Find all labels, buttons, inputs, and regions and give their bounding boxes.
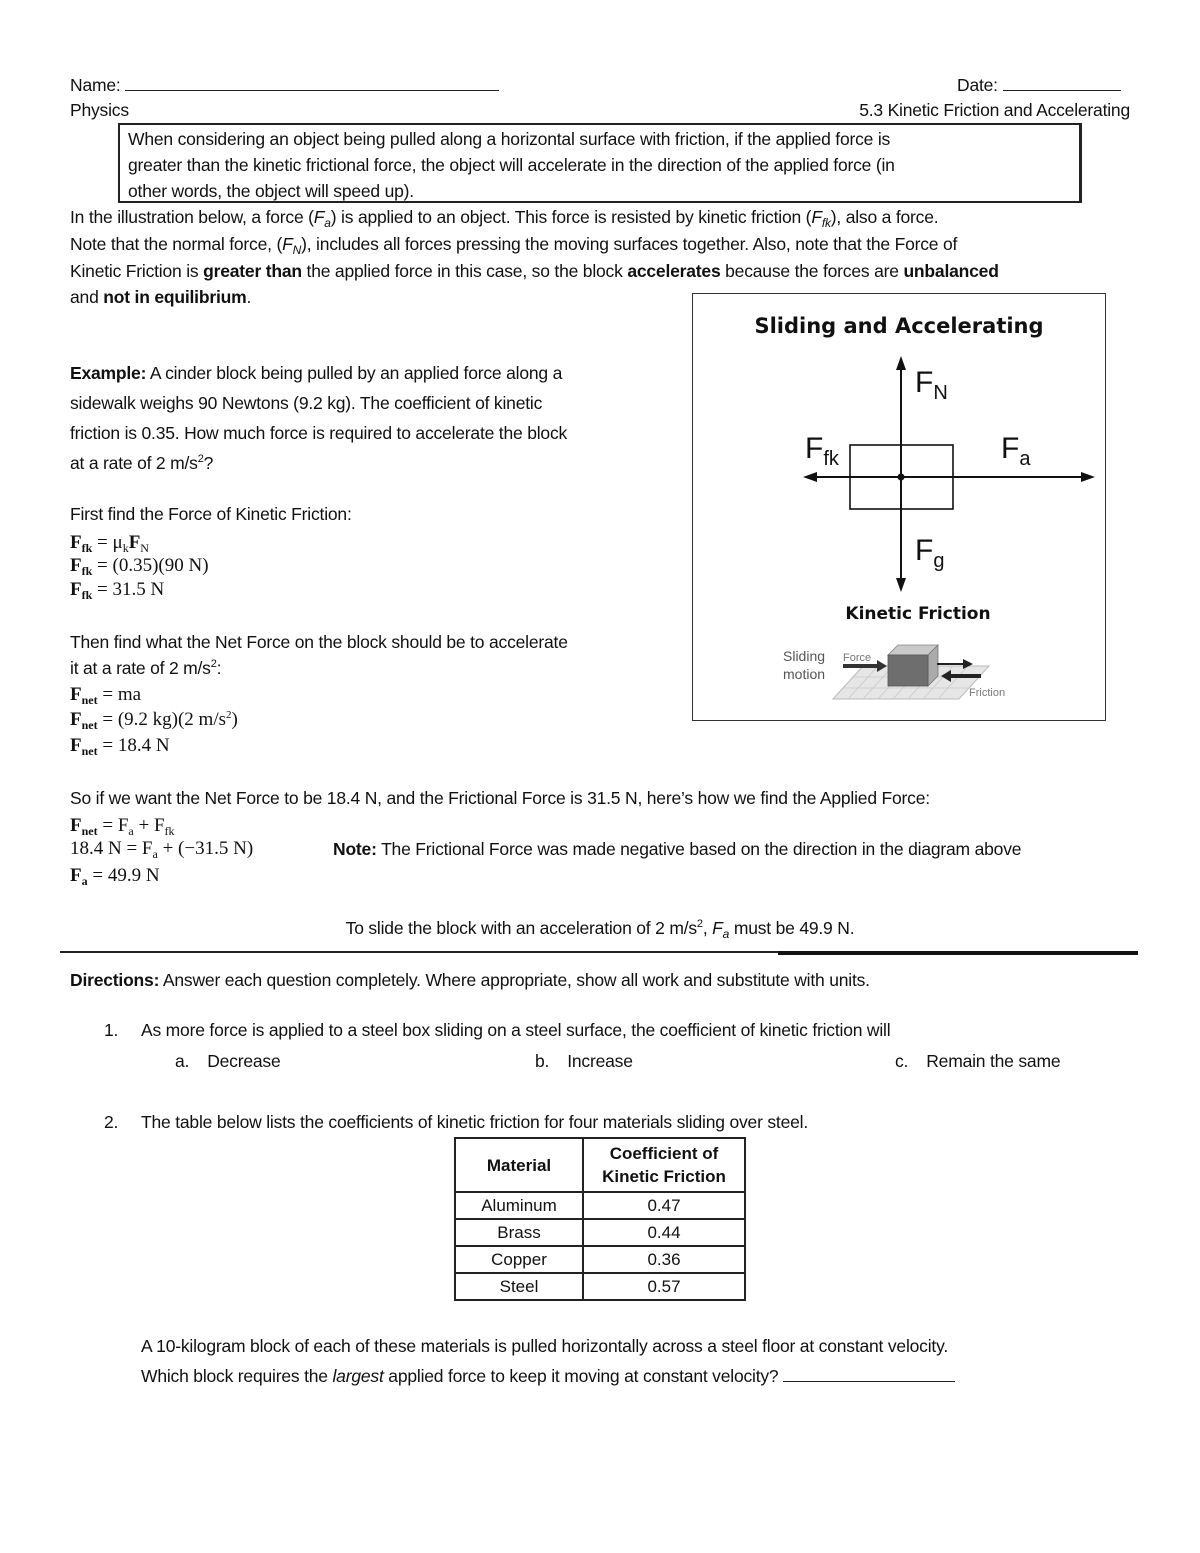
explanation-line-3: Kinetic Friction is greater than the applied force in this case, so the block accelerates because the forces are unbalanced bbox=[70, 261, 999, 281]
intro-line: greater than the kinetic frictional force, the object will accelerate in the direction of the applied force (in bbox=[128, 155, 895, 175]
name-label: Name: bbox=[70, 75, 121, 95]
friction-force-label: $F_{fk}$ bbox=[805, 432, 839, 470]
sliding-motion-label: Sliding motion bbox=[783, 648, 826, 682]
table-row bbox=[455, 1192, 745, 1219]
step1-formula-3: $F_{fk} = 31.5$ N bbox=[70, 579, 165, 602]
step1-text: First find the Force of Kinetic Friction: bbox=[70, 504, 352, 524]
table-row bbox=[455, 1219, 745, 1246]
followup-line-1: A 10-kilogram block of each of these materials is pulled horizontally across a steel floor at constant velocity. bbox=[141, 1336, 948, 1356]
friction-coefficient-table bbox=[454, 1137, 746, 1301]
intro-line: other words, the object will speed up). bbox=[128, 181, 414, 201]
example-line-2: sidewalk weighs 90 Newtons (9.2 kg). The coefficient of kinetic bbox=[70, 393, 543, 413]
step2-line-1: Then find what the Net Force on the block should be to accelerate bbox=[70, 632, 568, 652]
step1-formula-1: $F_{fk} = \mu_kF_N$ bbox=[70, 532, 149, 555]
date-blank[interactable] bbox=[1003, 74, 1121, 91]
diagram-title: Sliding and Accelerating bbox=[754, 314, 1044, 338]
material-cell: Steel bbox=[455, 1273, 583, 1300]
name-blank[interactable] bbox=[125, 74, 499, 91]
explanation-line-1: In the illustration below, a force $(F_a)$ is applied to an object. This force is resisted by kinetic friction $(F_{fk})$, also a force. bbox=[70, 207, 939, 230]
table-header-row bbox=[455, 1138, 745, 1192]
question-1-number: 1. bbox=[104, 1020, 119, 1040]
free-body-diagram bbox=[692, 293, 1106, 721]
directions: Directions: Answer each question completely. Where appropriate, show all work and substitute with units. bbox=[70, 970, 870, 990]
normal-force-label: $F_N$ bbox=[915, 366, 948, 404]
question-2-text: The table below lists the coefficients of kinetic friction for four materials sliding over steel. bbox=[141, 1112, 808, 1132]
step2-line-2: it at a rate of 2 $m/s^2$: bbox=[70, 658, 222, 678]
coefficient-cell: 0.47 bbox=[583, 1192, 745, 1219]
inset-friction-label: Friction bbox=[969, 687, 1006, 699]
step3-formula-3: $F_a = 49.9$ N bbox=[70, 865, 160, 888]
step2-formula-1: $F_{net}$ = ma bbox=[70, 684, 142, 707]
section-divider-thick bbox=[778, 951, 1138, 955]
table-row bbox=[455, 1246, 745, 1273]
subject: Physics bbox=[70, 100, 129, 120]
header-coefficient: Coefficient of Kinetic Friction bbox=[583, 1138, 745, 1192]
example-line-1: Example: A cinder block being pulled by an applied force along a bbox=[70, 363, 563, 383]
step3-formula-1: $F_{net} = F_a + F_{fk}$ bbox=[70, 815, 175, 838]
q1-option-b[interactable]: b. Increase bbox=[535, 1051, 633, 1071]
table-row bbox=[455, 1273, 745, 1300]
header-material: Material bbox=[455, 1138, 583, 1192]
example-line-3: friction is 0.35. How much force is required to accelerate the block bbox=[70, 423, 568, 443]
section-divider bbox=[60, 951, 780, 953]
date-label: Date: bbox=[957, 75, 998, 95]
note-text: Note: The Frictional Force was made negative based on the direction in the diagram above bbox=[333, 839, 1022, 859]
applied-force-label: $F_a$ bbox=[1001, 432, 1031, 470]
step2-formula-2: $F_{net} = (9.2$ kg)(2 $m/s^2$) bbox=[70, 709, 238, 732]
coefficient-cell: 0.57 bbox=[583, 1273, 745, 1300]
coefficient-cell: 0.36 bbox=[583, 1246, 745, 1273]
lesson-title: 5.3 Kinetic Friction and Accelerating bbox=[859, 100, 1130, 120]
date-field bbox=[957, 74, 1121, 96]
intro-line: When considering an object being pulled along a horizontal surface with friction, if the applied force is bbox=[128, 129, 891, 149]
explanation-line-2: Note that the normal force, $(F_N)$, includes all forces pressing the moving surfaces together. Also, note that the Force of bbox=[70, 234, 958, 257]
diagram-subtitle: Kinetic Friction bbox=[845, 604, 991, 624]
step1-formula-2: $F_{fk} = (0.35)(90$ N) bbox=[70, 555, 209, 578]
name-field bbox=[70, 74, 499, 96]
step3-text: So if we want the Net Force to be 18.4 N, and the Frictional Force is 31.5 N, here’s how we find the Applied Force: bbox=[70, 788, 930, 808]
q1-option-c[interactable]: c. Remain the same bbox=[895, 1051, 1061, 1071]
example-line-4: at a rate of 2 $m/s^2$? bbox=[70, 453, 214, 473]
followup-line-2: Which block requires the largest applied force to keep it moving at constant velocity? bbox=[141, 1365, 955, 1387]
question-1-text: As more force is applied to a steel box sliding on a steel surface, the coefficient of kinetic friction will bbox=[141, 1020, 891, 1040]
conclusion-text: To slide the block with an acceleration of 2 $m/s^2$, $F_a$ must be 49.9 N. bbox=[345, 918, 855, 941]
gravity-force-label: $F_g$ bbox=[915, 534, 945, 572]
material-cell: Aluminum bbox=[455, 1192, 583, 1219]
step3-formula-2: 18.4 $N = F_a + (-31.5$ N) bbox=[70, 838, 254, 861]
intro-box bbox=[118, 123, 1082, 203]
explanation-line-4: and not in equilibrium. bbox=[70, 287, 252, 307]
answer-blank[interactable] bbox=[783, 1365, 955, 1382]
step2-formula-3: $F_{net} = 18.4$ N bbox=[70, 735, 170, 758]
material-cell: Brass bbox=[455, 1219, 583, 1246]
force-arrows-icon bbox=[693, 294, 1105, 720]
q1-option-a[interactable]: a. Decrease bbox=[175, 1051, 281, 1071]
coefficient-cell: 0.44 bbox=[583, 1219, 745, 1246]
question-2-number: 2. bbox=[104, 1112, 119, 1132]
material-cell: Copper bbox=[455, 1246, 583, 1273]
inset-force-label: Force bbox=[843, 652, 872, 664]
